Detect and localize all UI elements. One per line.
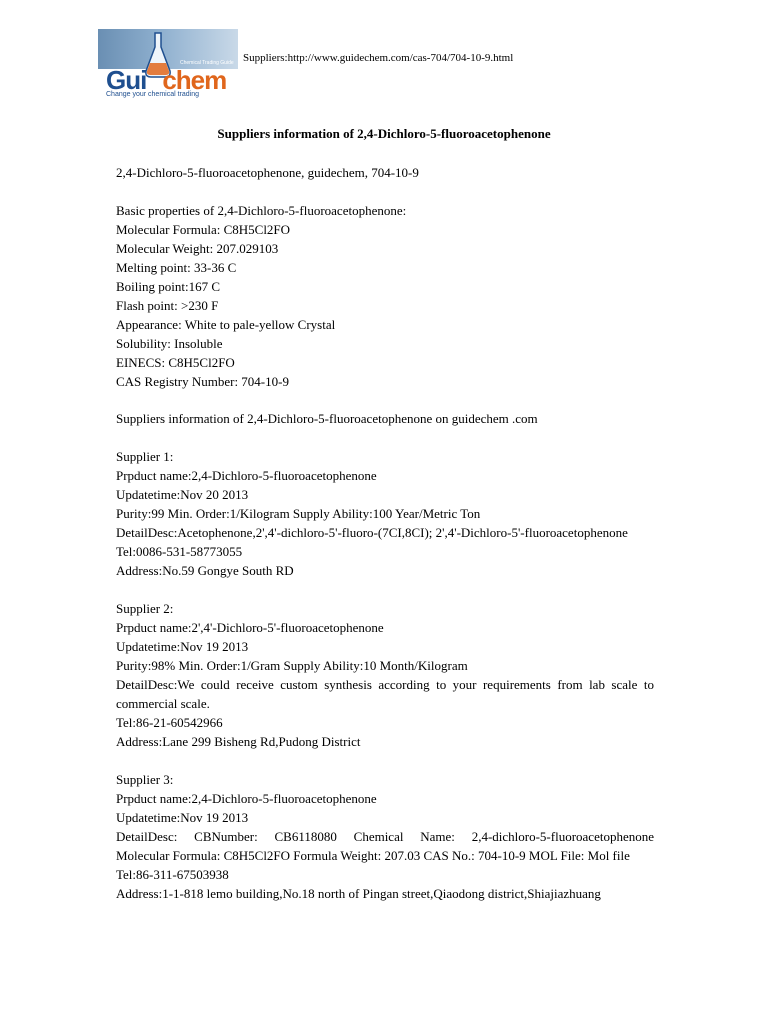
supplier-2-section bbox=[116, 599, 654, 751]
suppliers-heading: Suppliers information of 2,4-Dichloro-5-fluoroacetophenone on guidechem .com bbox=[116, 411, 538, 426]
supplier-address: Address:No.59 Gongye South RD bbox=[116, 563, 294, 578]
logo-guide-label: Chemical Trading Guide bbox=[180, 60, 234, 66]
supplier-product-name: Prpduct name:2',4'-Dichloro-5'-fluoroacetophenone bbox=[116, 620, 384, 635]
property-cas-number: CAS Registry Number: 704-10-9 bbox=[116, 374, 289, 389]
supplier-product-name: Prpduct name:2,4-Dichloro-5-fluoroacetophenone bbox=[116, 791, 377, 806]
property-einecs: EINECS: C8H5Cl2FO bbox=[116, 355, 235, 370]
supplier-address: Address:1-1-818 lemo building,No.18 north of Pingan street,Qiaodong district,Shiajiazhuang bbox=[116, 886, 601, 901]
supplier-tel: Tel:86-311-67503938 bbox=[116, 867, 229, 882]
intro-line: 2,4-Dichloro-5-fluoroacetophenone, guidechem, 704-10-9 bbox=[116, 165, 419, 180]
logo-wordmark-prefix: Gui bbox=[106, 65, 147, 95]
supplier-updatetime: Updatetime:Nov 20 2013 bbox=[116, 487, 249, 502]
logo-wordmark bbox=[106, 67, 226, 93]
supplier-detail-continued: commercial scale. bbox=[116, 696, 210, 711]
supplier-address: Address:Lane 299 Bisheng Rd,Pudong District bbox=[116, 734, 361, 749]
supplier-detail: DetailDesc:Acetophenone,2',4'-dichloro-5'-fluoro-(7CI,8CI); 2',4'-Dichloro-5'-fluoroacetophenone bbox=[116, 525, 628, 540]
property-appearance: Appearance: White to pale-yellow Crystal bbox=[116, 317, 336, 332]
supplier-purity: Purity:99 Min. Order:1/Kilogram Supply Ability:100 Year/Metric Ton bbox=[116, 506, 481, 521]
guidechem-logo bbox=[98, 29, 238, 99]
supplier-tel: Tel:0086-531-58773055 bbox=[116, 544, 243, 559]
suppliers-heading-section bbox=[116, 409, 654, 428]
properties-section bbox=[116, 201, 654, 391]
supplier-updatetime: Updatetime:Nov 19 2013 bbox=[116, 639, 249, 654]
properties-heading: Basic properties of 2,4-Dichloro-5-fluoroacetophenone: bbox=[116, 203, 407, 218]
supplier-detail: DetailDesc:We could receive custom synthesis according to your requirements from lab scale to bbox=[116, 677, 654, 692]
property-molecular-formula: Molecular Formula: C8H5Cl2FO bbox=[116, 222, 291, 237]
supplier-tel: Tel:86-21-60542966 bbox=[116, 715, 223, 730]
supplier-label: Supplier 3: bbox=[116, 772, 174, 787]
supplier-product-name: Prpduct name:2,4-Dichloro-5-fluoroacetophenone bbox=[116, 468, 377, 483]
supplier-label: Supplier 2: bbox=[116, 601, 174, 616]
property-melting-point: Melting point: 33-36 C bbox=[116, 260, 237, 275]
supplier-detail: DetailDesc: CBNumber: CB6118080 Chemical Name: 2,4-dichloro-5-fluoroacetophenone bbox=[116, 829, 654, 844]
intro-section bbox=[116, 163, 654, 182]
supplier-label: Supplier 1: bbox=[116, 449, 174, 464]
page-title: Suppliers information of 2,4-Dichloro-5-fluoroacetophenone bbox=[217, 126, 551, 141]
property-solubility: Solubility: Insoluble bbox=[116, 336, 223, 351]
logo-wordmark-suffix: chem bbox=[162, 65, 227, 95]
supplier-purity: Purity:98% Min. Order:1/Gram Supply Ability:10 Month/Kilogram bbox=[116, 658, 468, 673]
supplier-url-link[interactable]: Suppliers:http://www.guidechem.com/cas-704/704-10-9.html bbox=[243, 52, 514, 64]
property-boiling-point: Boiling point:167 C bbox=[116, 279, 221, 294]
supplier-1-section bbox=[116, 447, 654, 580]
supplier-detail-continued: Molecular Formula: C8H5Cl2FO Formula Weight: 207.03 CAS No.: 704-10-9 MOL File: Mol file bbox=[116, 848, 630, 863]
property-molecular-weight: Molecular Weight: 207.029103 bbox=[116, 241, 279, 256]
supplier-3-section bbox=[116, 770, 654, 903]
logo-tagline: Change your chemical trading bbox=[106, 91, 199, 98]
property-flash-point: Flash point: >230 F bbox=[116, 298, 219, 313]
supplier-updatetime: Updatetime:Nov 19 2013 bbox=[116, 810, 249, 825]
